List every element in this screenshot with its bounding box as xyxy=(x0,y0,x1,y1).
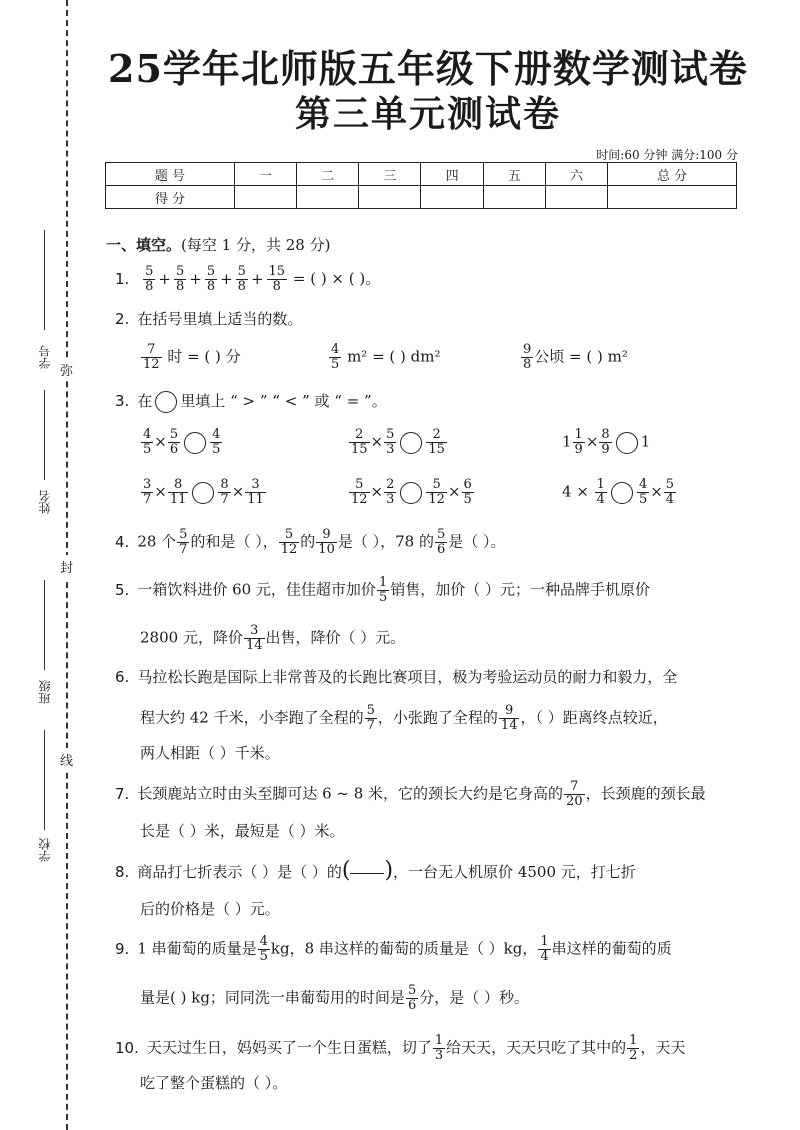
compare-circle[interactable] xyxy=(184,432,206,454)
score-cell: 题 号 xyxy=(106,163,235,186)
question-5-line2: 2800 元，降价 $\frac{3}{14}$ 出售，降价（ ）元。 xyxy=(140,623,406,653)
side-underline xyxy=(44,580,45,670)
question-text: 公顷 = ( ) m² xyxy=(534,347,628,366)
question-2-part-b: $\frac{4}{5}$ m² = ( ) dm² xyxy=(331,342,441,372)
score-cell: 四 xyxy=(421,163,483,186)
fraction: $\frac{5}{8}$ xyxy=(175,264,185,294)
side-underline xyxy=(44,390,45,480)
score-input-cell[interactable] xyxy=(421,186,483,209)
fraction: $\frac{5}{8}$ xyxy=(206,264,216,294)
fraction: $\frac{15}{8}$ xyxy=(268,264,286,294)
score-table xyxy=(105,162,737,209)
exam-meta: 时间:60 分钟 满分:100 分 xyxy=(596,148,738,162)
binding-char: 封 xyxy=(60,555,73,578)
side-field-class: 班级 xyxy=(38,680,52,704)
question-10: 10. 天天过生日，妈妈买了一个生日蛋糕，切了 $\frac{1}{3}$ 给天天，天天只吃了其中的 $\frac{1}{2}$ ，天天 xyxy=(115,1033,686,1063)
question-3-item: 4 × $\frac{1}{4}$ $\frac{4}{5}$ × $\frac{5}{4}$ xyxy=(562,477,675,507)
question-number: 9. xyxy=(115,939,130,958)
question-6: 6. 马拉松长跑是国际上非常普及的长跑比赛项目，极为考验运动员的耐力和毅力，全 xyxy=(115,668,678,686)
side-field-school: 学校 xyxy=(38,838,52,862)
question-3-item: $\frac{2}{15}$ × $\frac{5}{3}$ $\frac{2}{15}$ xyxy=(351,427,445,457)
question-text: = ( ) × ( )。 xyxy=(292,269,381,288)
compare-circle[interactable] xyxy=(192,482,214,504)
question-text: 里填上 “ > ” “ < ” 或 “ = ”。 xyxy=(180,392,387,410)
question-text: 时 = ( ) 分 xyxy=(167,347,241,366)
question-6-line2: 程大约 42 千米，小李跑了全程的 $\frac{5}{7}$ ，小张跑了全程的 $\frac{9}{14}$ ，（ ）距离终点较近， xyxy=(140,703,668,733)
question-1: 1. $\frac{5}{8}$ + $\frac{5}{8}$ + $\frac{5}{8}$ + $\frac{5}{8}$ + $\frac{15}{8}$ = ( ) × ( )。 xyxy=(115,264,381,294)
question-3 xyxy=(115,390,387,413)
question-number: 5. xyxy=(115,580,130,599)
question-6-line3: 两人相距（ ）千米。 xyxy=(140,744,280,762)
score-cell: 总 分 xyxy=(608,163,737,186)
binding-char: 弥 xyxy=(60,358,73,381)
question-9-line2: 量是( ) kg；同同洗一串葡萄用的时间是 $\frac{5}{6}$ 分，是（ ）秒。 xyxy=(140,983,529,1013)
score-input-cell[interactable] xyxy=(483,186,545,209)
page-subtitle: 第三单元测试卷 xyxy=(294,93,561,135)
question-8: 8. 商品打七折表示（ ）是（ ）的( )，一台无人机原价 4500 元，打七折 xyxy=(115,858,636,883)
score-cell: 一 xyxy=(234,163,296,186)
score-table-score-row xyxy=(106,186,737,209)
compare-circle-icon xyxy=(155,391,177,413)
fraction: $\frac{5}{8}$ xyxy=(145,264,154,294)
question-7: 7. 长颈鹿站立时由头至脚可达 6 ~ 8 米，它的颈长大约是它身高的 $\frac{7}{20}$ ，长颈鹿的颈长最 xyxy=(115,779,706,809)
question-number: 7. xyxy=(115,784,130,803)
question-3-item: 1 $\frac{1}{9}$ × $\frac{8}{9}$ 1 xyxy=(562,427,651,457)
section-title xyxy=(106,234,330,255)
score-cell: 二 xyxy=(297,163,359,186)
question-number: 4. xyxy=(115,532,130,551)
question-3-item: $\frac{5}{12}$ × $\frac{2}{3}$ $\frac{5}{12}$ × $\frac{6}{5}$ xyxy=(351,477,472,507)
question-8-line2: 后的价格是（ ）元。 xyxy=(140,900,280,918)
question-text: m² = ( ) dm² xyxy=(347,347,441,366)
page-title: 25学年北师版五年级下册数学测试卷 xyxy=(108,46,748,91)
section-note: (每空 1 分，共 28 分) xyxy=(181,236,331,254)
side-field-student-id: 学号 xyxy=(38,345,52,369)
question-text: 在括号里填上适当的数。 xyxy=(137,310,303,328)
question-10-line2: 吃了整个蛋糕的（ ）。 xyxy=(140,1074,288,1092)
score-cell: 五 xyxy=(483,163,545,186)
compare-circle[interactable] xyxy=(400,482,422,504)
score-cell: 三 xyxy=(359,163,421,186)
fraction: $\frac{5}{8}$ xyxy=(237,264,246,294)
question-5: 5. 一箱饮料进价 60 元，佳佳超市加价 $\frac{1}{5}$ 销售，加价（ ）元；一种品牌手机原价 xyxy=(115,575,650,605)
section-title-text: 一、填空。 xyxy=(106,236,182,254)
compare-circle[interactable] xyxy=(400,432,422,454)
side-underline xyxy=(44,230,45,330)
question-number: 2. xyxy=(115,310,130,328)
question-number: 6. xyxy=(115,668,130,686)
score-input-cell[interactable] xyxy=(297,186,359,209)
question-7-line2: 长是（ ）米，最短是（ ）米。 xyxy=(140,822,345,840)
side-field-name: 姓名 xyxy=(38,490,52,514)
question-3-item: $\frac{3}{7}$ × $\frac{8}{11}$ $\frac{8}{7}$ × $\frac{3}{11}$ xyxy=(143,477,264,507)
binding-char: 线 xyxy=(60,748,73,771)
question-2 xyxy=(115,308,302,330)
score-input-cell[interactable] xyxy=(545,186,607,209)
question-number: 3. xyxy=(115,392,130,410)
question-4: 4. 28 个 $\frac{5}{7}$ 的和是（ ）， $\frac{5}{12}$ 的 $\frac{9}{10}$ 是（ ），78 的 $\frac{5}{6}$ 是（ ）。 xyxy=(115,527,506,557)
compare-circle[interactable] xyxy=(611,482,633,504)
score-cell: 得 分 xyxy=(106,186,235,209)
compare-circle[interactable] xyxy=(616,432,638,454)
question-number: 1. xyxy=(115,269,130,288)
score-input-cell[interactable] xyxy=(234,186,296,209)
score-cell: 六 xyxy=(545,163,607,186)
score-input-cell[interactable] xyxy=(608,186,737,209)
question-number: 8. xyxy=(115,863,130,881)
score-input-cell[interactable] xyxy=(359,186,421,209)
question-text: 在 xyxy=(137,392,153,410)
side-underline xyxy=(44,730,45,830)
question-number: 10. xyxy=(115,1038,139,1057)
question-9: 9. 1 串葡萄的质量是 $\frac{4}{5}$ kg，8 串这样的葡萄的质量是（ ）kg， $\frac{1}{4}$ 串这样的葡萄的质 xyxy=(115,934,672,964)
question-3-item: $\frac{4}{5}$ × $\frac{5}{6}$ $\frac{4}{5}$ xyxy=(143,427,221,457)
question-2-part-c: $\frac{9}{8}$ 公顷 = ( ) m² xyxy=(523,342,628,372)
question-2-part-a: $\frac{7}{12}$ 时 = ( ) 分 xyxy=(143,342,241,372)
score-table-header-row xyxy=(106,163,737,186)
